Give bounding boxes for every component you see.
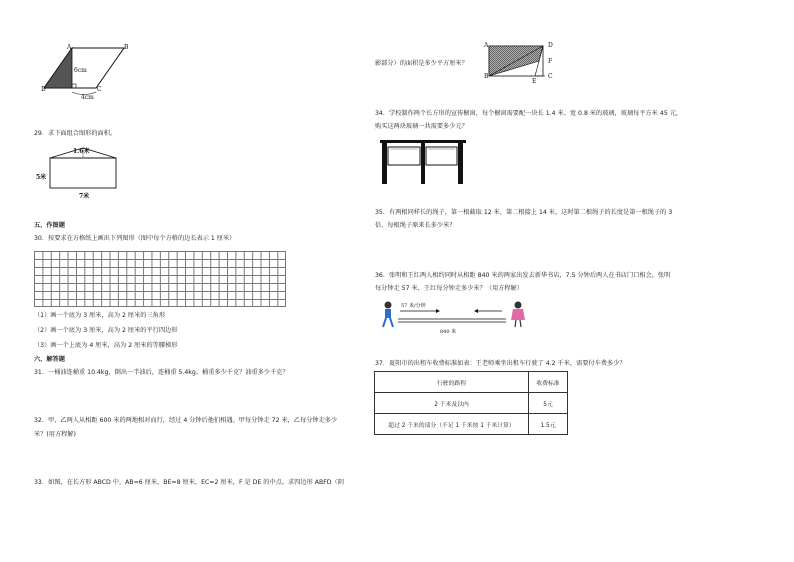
table-header: 行驶的路程	[375, 372, 529, 393]
table-cell: 1.5元	[529, 414, 568, 435]
question-36-line1: 36．张明和王红两人相约同时从相距 840 米的两家出发去新华书店，7.5 分钟后两人在书店门口相会，张明	[375, 272, 671, 279]
label-d: D	[41, 86, 46, 93]
label-b: B	[124, 44, 129, 51]
question-30-1: （1）画一个底为 3 厘米，高为 2 厘米的三角形	[34, 312, 166, 319]
label-fig-e: E	[532, 78, 537, 85]
question-33: 33．如图，在长方形 ABCD 中，AB=6 厘米，BE=8 厘米，EC=2 厘米，F 是 DE 的中点。求四边形 ABFD（阴	[34, 479, 344, 486]
label-base: 4cm	[81, 94, 94, 101]
label-fig-d: D	[548, 42, 553, 49]
question-34-line2: 购买这两块玻璃一共需要多少元？	[375, 123, 468, 130]
table-cell: 2 千米及以内	[375, 393, 529, 414]
question-32-line2: 米？(用方程解)	[34, 431, 76, 438]
table-row	[375, 393, 568, 414]
table-cell: 5元	[529, 393, 568, 414]
label-fig-b: B	[484, 73, 489, 80]
label-bottom: 7米	[79, 193, 90, 200]
label-c: C	[97, 86, 102, 93]
label-distance: 840 米	[440, 329, 457, 335]
question-30-3: （3）画一个上底为 4 厘米，高为 2 厘米的等腰梯形	[34, 342, 178, 349]
question-30: 30．按要求在方格纸上画出下列图形（图中每个方格的边长表示 1 厘米）	[34, 235, 236, 242]
label-fig-f: F	[548, 58, 553, 65]
label-fig-c: C	[548, 73, 553, 80]
label-a: A	[67, 44, 72, 51]
section-5-heading: 五、作图题	[34, 222, 65, 229]
label-top-height: 1.6米	[73, 148, 90, 155]
question-30-2: （2）画一个底为 3 厘米，高为 2 厘米的平行四边形	[34, 327, 178, 334]
parallelogram-figure	[44, 44, 144, 100]
rectangle-figure	[489, 44, 553, 84]
label-side: 5米	[36, 174, 47, 181]
table-row	[375, 372, 568, 393]
question-33-continued: 影部分）的面积是多少平方厘米？	[375, 60, 468, 67]
table-cell: 超过 2 千米的部分（不足 1 千米按 1 千米计算）	[375, 414, 529, 435]
question-29: 29．求下面组合图形的面积。	[34, 130, 117, 137]
question-37: 37．夏阳市的出租车收费标准如表：王老师乘坐出租车行驶了 4.2 千米，需要付车费多少？	[375, 360, 626, 367]
table-header: 收费标准	[529, 372, 568, 393]
label-height: 6cm	[74, 67, 87, 74]
question-34-line1: 34．学校制作两个长方形的宣传橱窗，每个橱窗需要配一块长 1.4 米、宽 0.8 米的玻璃，玻璃每平方米 45 元，	[375, 110, 683, 117]
question-35-line1: 35．有两根同样长的绳子，第一根截取 12 米，第二根接上 14 米，这时第二根绳子的长度是第一根绳子的 3	[375, 209, 673, 216]
question-36-line2: 每分钟走 57 米，王红每分钟走多少米？（用方程解）	[375, 285, 523, 292]
question-31: 31．一桶油连桶重 10.4kg，倒出一半油后，连桶重 5.4kg。桶重多少千克？油重多少千克？	[34, 369, 289, 376]
display-window-figure	[380, 138, 466, 186]
label-fig-a: A	[484, 42, 489, 49]
table-row	[375, 414, 568, 435]
question-32-line1: 32．甲、乙两人从相距 600 米的两地相对而行，经过 4 分钟后他们相遇。甲每分钟走 72 米，乙每分钟走多少	[34, 417, 338, 424]
section-6-heading: 六、解答题	[34, 356, 65, 363]
question-35-line2: 倍，每根绳子原来长多少米？	[375, 222, 456, 229]
fare-table	[374, 371, 568, 435]
composite-figure	[50, 146, 140, 196]
drawing-grid[interactable]	[34, 251, 286, 307]
label-speed: 57 米/分钟	[401, 303, 426, 309]
